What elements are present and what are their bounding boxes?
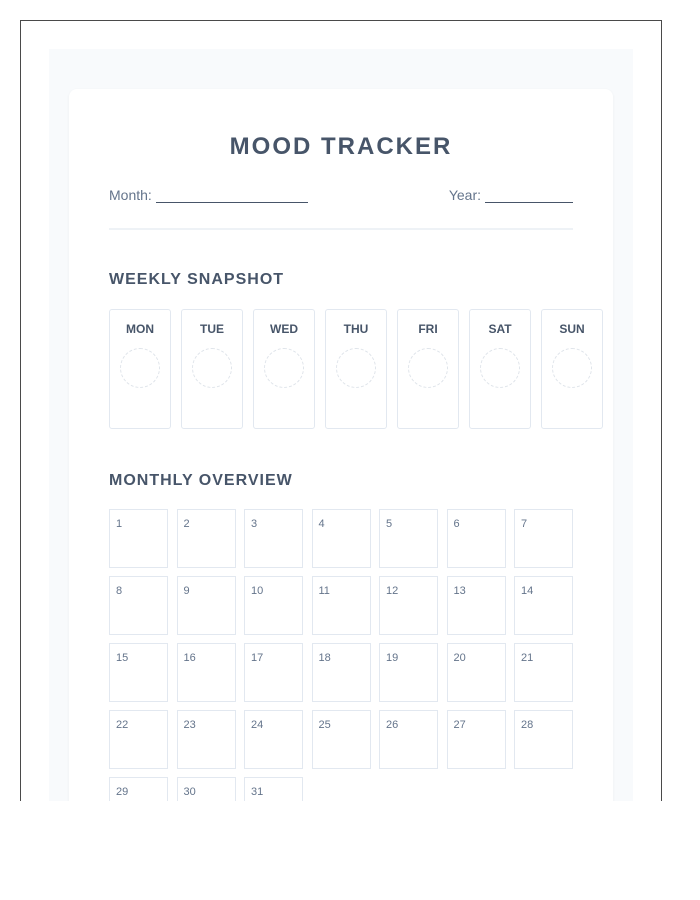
day-cell[interactable] — [514, 576, 573, 635]
day-cell[interactable] — [312, 576, 371, 635]
day-label: MON — [126, 322, 154, 336]
day-number: 27 — [453, 719, 466, 731]
day-cell[interactable] — [177, 576, 236, 635]
day-number: 2 — [183, 518, 190, 530]
day-cell[interactable] — [244, 509, 303, 568]
day-cell[interactable] — [447, 710, 506, 769]
year-input-line[interactable] — [485, 188, 573, 203]
day-number: 7 — [521, 518, 528, 530]
day-number: 6 — [453, 518, 460, 530]
day-number: 30 — [183, 786, 196, 798]
day-label: SUN — [559, 322, 585, 336]
month-label: Month: — [109, 187, 152, 203]
day-number: 1 — [116, 518, 123, 530]
day-cell[interactable] — [312, 509, 371, 568]
day-cell[interactable] — [447, 576, 506, 635]
day-number: 31 — [251, 786, 264, 798]
day-number: 9 — [183, 585, 190, 597]
year-field — [449, 187, 573, 203]
day-number: 25 — [318, 719, 331, 731]
day-card-sat — [469, 309, 531, 429]
mood-circle[interactable] — [480, 348, 520, 388]
day-label: SAT — [488, 322, 512, 336]
monthly-overview-grid — [109, 509, 573, 801]
day-number: 8 — [116, 585, 123, 597]
day-card-fri — [397, 309, 459, 429]
day-number: 18 — [318, 652, 331, 664]
day-number: 26 — [386, 719, 399, 731]
day-cell[interactable] — [109, 643, 168, 702]
day-number: 19 — [386, 652, 399, 664]
mood-circle[interactable] — [120, 348, 160, 388]
day-cell[interactable] — [177, 710, 236, 769]
mood-circle[interactable] — [336, 348, 376, 388]
day-cell[interactable] — [379, 643, 438, 702]
day-number: 24 — [251, 719, 264, 731]
day-card-wed — [253, 309, 315, 429]
day-cell[interactable] — [312, 643, 371, 702]
day-cell[interactable] — [109, 710, 168, 769]
month-input-line[interactable] — [156, 188, 308, 203]
day-number: 13 — [453, 585, 466, 597]
mood-circle[interactable] — [408, 348, 448, 388]
day-label: TUE — [200, 322, 224, 336]
day-cell[interactable] — [312, 710, 371, 769]
day-cell[interactable] — [244, 777, 303, 801]
tracker-sheet — [69, 89, 613, 801]
day-card-mon — [109, 309, 171, 429]
day-number: 22 — [116, 719, 129, 731]
day-cell[interactable] — [244, 710, 303, 769]
day-cell[interactable] — [177, 643, 236, 702]
day-cell[interactable] — [514, 710, 573, 769]
day-cell[interactable] — [514, 643, 573, 702]
day-cell[interactable] — [379, 710, 438, 769]
monthly-overview-heading: MONTHLY OVERVIEW — [109, 472, 293, 489]
year-label: Year: — [448, 187, 481, 203]
day-cell[interactable] — [447, 509, 506, 568]
mood-circle[interactable] — [192, 348, 232, 388]
day-number: 14 — [521, 585, 534, 597]
mood-circle[interactable] — [264, 348, 304, 388]
header-divider — [109, 228, 573, 230]
page-frame — [20, 20, 662, 801]
day-cell[interactable] — [447, 643, 506, 702]
day-number: 29 — [116, 786, 129, 798]
day-cell[interactable] — [379, 509, 438, 568]
weekly-snapshot-heading: WEEKLY SNAPSHOT — [109, 271, 285, 288]
day-number: 21 — [521, 652, 534, 664]
weekly-snapshot-row — [109, 309, 603, 429]
day-number: 5 — [386, 518, 393, 530]
day-number: 20 — [453, 652, 466, 664]
day-card-thu — [325, 309, 387, 429]
day-number: 10 — [251, 585, 264, 597]
page-title: MOOD TRACKER — [229, 133, 453, 160]
day-cell[interactable] — [177, 509, 236, 568]
day-card-tue — [181, 309, 243, 429]
day-number: 12 — [386, 585, 399, 597]
day-cell[interactable] — [109, 509, 168, 568]
day-label: FRI — [418, 322, 438, 336]
month-field — [109, 187, 308, 203]
day-cell[interactable] — [177, 777, 236, 801]
day-label: WED — [270, 322, 298, 336]
day-number: 28 — [521, 719, 534, 731]
day-number: 23 — [183, 719, 196, 731]
day-number: 17 — [251, 652, 264, 664]
day-cell[interactable] — [379, 576, 438, 635]
day-cell[interactable] — [244, 576, 303, 635]
day-card-sun — [541, 309, 603, 429]
day-cell[interactable] — [109, 777, 168, 801]
day-cell[interactable] — [109, 576, 168, 635]
day-number: 15 — [116, 652, 129, 664]
mood-circle[interactable] — [552, 348, 592, 388]
day-label: THU — [343, 322, 369, 336]
day-number: 3 — [251, 518, 258, 530]
day-cell[interactable] — [514, 509, 573, 568]
day-number: 11 — [318, 585, 330, 597]
day-number: 16 — [183, 652, 196, 664]
day-cell[interactable] — [244, 643, 303, 702]
day-number: 4 — [318, 518, 325, 530]
